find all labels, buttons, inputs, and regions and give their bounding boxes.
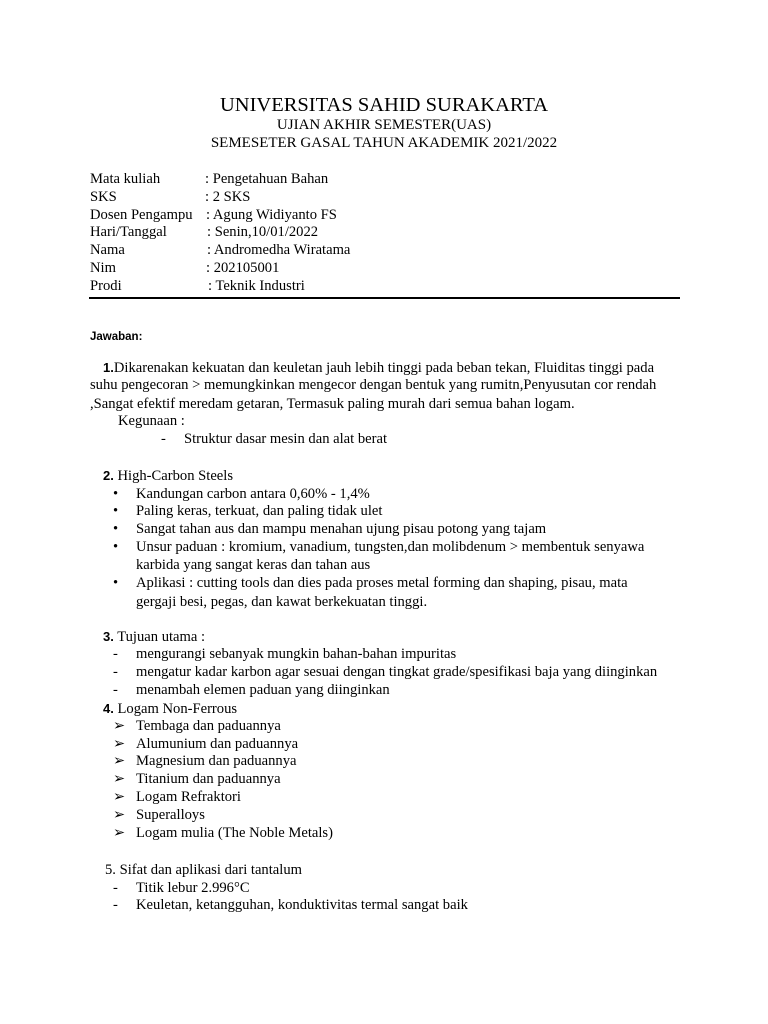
answer-4-title: Logam Non-Ferrous [113, 701, 238, 717]
answer-1-usage-label: Kegunaan : [118, 413, 185, 429]
arrow-bullet-icon: ➢ [113, 771, 126, 787]
info-label: Mata kuliah [90, 171, 161, 187]
answer-1-line-2: suhu pengecoran > memungkinkan mengecor dengan bentuk yang rumitn,Penyusutan cor rendah [90, 377, 657, 393]
answer-1-usage-item: Struktur dasar mesin dan alat berat [184, 431, 388, 447]
dash-icon: - [113, 664, 118, 680]
arrow-bullet-icon: ➢ [113, 718, 126, 734]
arrow-bullet-icon: ➢ [113, 807, 126, 823]
info-label: Dosen Pengampu [90, 206, 193, 223]
list-item-text: Logam Refraktori [136, 789, 241, 805]
answer-2-number: 2. [103, 468, 114, 483]
arrow-bullet-icon: ➢ [113, 789, 126, 805]
answer-3-number: 3. [103, 629, 114, 644]
info-value: : Pengetahuan Bahan [205, 171, 329, 187]
bullet-icon: • [113, 521, 119, 537]
answers-label: Jawaban: [90, 331, 143, 343]
answer-2-heading [103, 467, 233, 486]
dash-icon: - [113, 646, 118, 662]
bullet-icon: • [113, 503, 119, 519]
list-item-text: Keuletan, ketangguhan, konduktivitas termal sangat baik [136, 897, 468, 913]
list-item-text: Unsur paduan : kromium, vanadium, tungsten,dan molibdenum > membentuk senyawa [136, 539, 645, 555]
answer-5-heading: 5. Sifat dan aplikasi dari tantalum [105, 862, 302, 878]
info-label: Nama [90, 242, 125, 259]
exam-title: UJIAN AKHIR SEMESTER(UAS) [276, 117, 492, 133]
semester-title: SEMESETER GASAL TAHUN AKADEMIK 2021/2022 [210, 135, 558, 151]
answer-1-usage-dash: - [161, 431, 166, 447]
arrow-bullet-icon: ➢ [113, 736, 126, 752]
list-item-text: Kandungan carbon antara 0,60% - 1,4% [136, 486, 370, 502]
info-label: SKS [90, 188, 117, 205]
answer-1-line-1 [103, 359, 654, 378]
list-item-text: Paling keras, terkuat, dan paling tidak ulet [136, 503, 383, 519]
dash-icon: - [113, 682, 118, 698]
answer-2-title: High-Carbon Steels [113, 468, 234, 484]
answer-4-number: 4. [103, 701, 114, 716]
list-item-text: menambah elemen paduan yang diinginkan [136, 682, 390, 698]
dash-icon: - [113, 897, 118, 913]
answer-1-text: Dikarenakan kekuatan dan keuletan jauh lebih tinggi pada beban tekan, Fluiditas tinggi pada [113, 360, 655, 376]
answer-3-heading [103, 628, 205, 647]
list-item-text: Magnesium dan paduannya [136, 753, 297, 769]
info-value: : Senin,10/01/2022 [207, 224, 319, 241]
bullet-icon: • [113, 575, 119, 591]
university-title: UNIVERSITAS SAHID SURAKARTA [219, 94, 549, 116]
answer-4-heading [103, 700, 237, 719]
list-item-continuation: gergaji besi, pegas, dan kawat berkekuatan tinggi. [136, 594, 428, 610]
list-item-text: mengurangi sebanyak mungkin bahan-bahan impuritas [136, 646, 457, 662]
list-item-text: Aplikasi : cutting tools dan dies pada proses metal forming dan shaping, pisau, mata [136, 575, 628, 591]
dash-icon: - [113, 880, 118, 896]
answer-1-number: 1. [103, 360, 114, 375]
bullet-icon: • [113, 486, 119, 502]
info-value: : Teknik Industri [208, 277, 305, 294]
arrow-bullet-icon: ➢ [113, 753, 126, 769]
list-item-continuation: karbida yang sangat keras dan tahan aus [136, 557, 371, 573]
bullet-icon: • [113, 539, 119, 555]
list-item-text: Titanium dan paduannya [136, 771, 281, 787]
answer-3-title: Tujuan utama : [113, 629, 206, 645]
list-item-text: Superalloys [136, 807, 205, 823]
list-item-text: Logam mulia (The Noble Metals) [136, 825, 333, 841]
list-item-text: Alumunium dan paduannya [136, 736, 299, 752]
arrow-bullet-icon: ➢ [113, 825, 126, 841]
info-label: Hari/Tanggal [90, 224, 167, 241]
answer-1-line-3: ,Sangat efektif meredam getaran, Termasuk paling murah dari semua bahan logam. [90, 396, 575, 412]
list-item-text: Sangat tahan aus dan mampu menahan ujung pisau potong yang tajam [136, 521, 547, 537]
info-value: : Agung Widiyanto FS [206, 206, 337, 223]
list-item-text: Titik lebur 2.996°C [136, 880, 250, 896]
info-value: : 2 SKS [205, 188, 251, 205]
list-item-text: Tembaga dan paduannya [136, 718, 281, 734]
info-label: Prodi [90, 277, 122, 294]
info-label: Nim [90, 259, 116, 276]
list-item-text: mengatur kadar karbon agar sesuai dengan tingkat grade/spesifikasi baja yang diinginkan [136, 664, 658, 680]
info-value: : 202105001 [206, 259, 280, 276]
header-divider [89, 297, 680, 299]
info-value: : Andromedha Wiratama [207, 242, 351, 259]
